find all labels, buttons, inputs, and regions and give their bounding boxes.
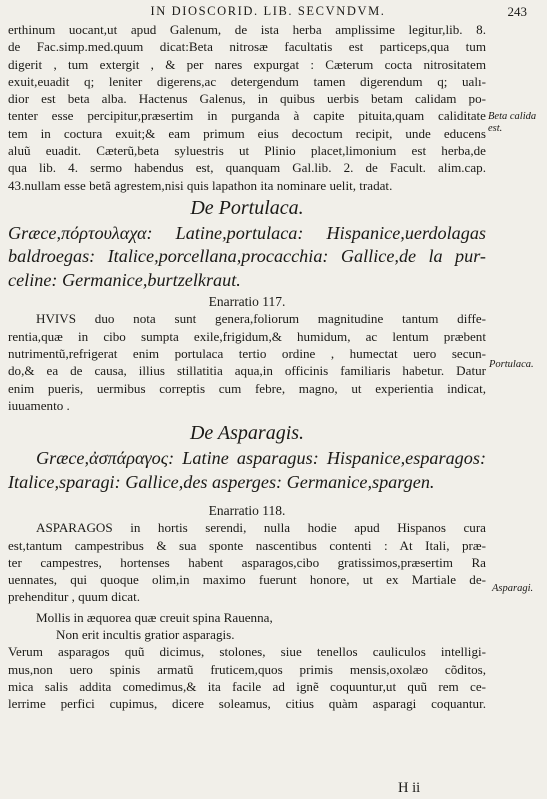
text-line: de Fac.simp.med.quum dicat:Beta nitrosæ facultatis est particeps,qua tum [8, 39, 486, 55]
beta-paragraph [8, 21, 486, 194]
signature-mark: H ii [398, 780, 421, 796]
body-text [8, 21, 486, 713]
text-line: do,& ea de causa, illius stillatitia aqua,in officinis familiaris habetur. Datur [8, 363, 486, 379]
synonym-line: Italice,sparagi: Gallice,des asperges: Germanice,spargen. [8, 471, 435, 492]
section-heading-portulaca: De Portulaca. [190, 196, 304, 219]
verse-line: Mollis in æquorea quæ creuit spina Rauenna, [36, 609, 273, 625]
martial-verse [8, 609, 486, 644]
text-line: qua lib. 4. sermo habendus est, quanquam Gal.lib. 2. de Facult. alim.cap. [8, 160, 486, 176]
text-line: tenter esse percipitur,præsertim in purganda à capite pituita,quam caliditate [8, 108, 486, 124]
asparagi-closing-paragraph [8, 643, 486, 712]
text-line: mus,non uero spinis armatũ fruticem,quos primis mensis,oxolæo cõditos, [8, 661, 486, 677]
text-line: dior est beta alba. Hactenus Galenus, in quibus uerbis betam calidam po- [8, 91, 486, 107]
section-heading-asparagi: De Asparagis. [189, 422, 305, 445]
text-line: digerit , tum extergit , & per nares expurgat : Cæterum cocta nitrositatem [8, 56, 486, 72]
text-line: HVIVS duo nota sunt genera,foliorum magnitudine tantum diffe- [36, 311, 486, 327]
text-line: nutrimentũ,refrigerat enim portulaca tertio ordine , humectat uero secun- [8, 346, 486, 362]
asparagi-paragraph [8, 519, 486, 605]
margin-note-asparagi: Asparagi. [492, 583, 534, 594]
text-line: aluũ euadit. Cæterũ,beta syluestris ut Plinio placet,limonium est herba,de [8, 143, 486, 159]
text-line: prehenditur , quum dicat. [8, 589, 140, 605]
text-line: 43.nullam esse betã agrestem,nisi quis lapathon ita nominare uelit, tradat. [8, 177, 393, 193]
synonym-line: celine: Germanice,burtzelkraut. [8, 269, 241, 290]
text-line: enim pueris, uermibus correptis cum febre, magno, ut experientia indicat, [8, 380, 486, 396]
text-line: erthinum uocant,ut apud Galenum, de ista herba amplissime legitur,lib. 8. [8, 22, 486, 37]
page-number: 243 [507, 4, 527, 19]
text-line: tem in coctura exuit;& eam primum eius decoctum recipit, unde educens [8, 125, 486, 141]
margin-note-beta: Beta calida est. [488, 111, 537, 134]
portulaca-paragraph [8, 310, 486, 414]
text-line: rentia,quæ in cibo sumpta exile,frigidum,& humidum, ac lentum præbent [8, 328, 486, 344]
text-line: ter campestres, hortenses habent asparagos,cibo gratissimos,præsertim Ra [8, 554, 486, 570]
text-line: uennates, qui quoque olim,in maximo fuerunt honore, ut ex Martiale de- [8, 572, 486, 588]
enarratio-118: Enarratio 118. [208, 503, 286, 519]
text-line: iuuamento . [8, 397, 70, 413]
text-line: est,tantum campestribus & sua sponte nascentibus contenti : At Itali, præ- [8, 537, 486, 553]
margin-note-portulaca: Portulaca. [489, 359, 534, 370]
text-line: mica salis addita comedimus,& ita facile ad ignẽ coquuntur,ut quũ rem ce- [8, 678, 486, 694]
enarratio-117: Enarratio 117. [208, 294, 286, 310]
synonyms-portulaca [8, 222, 486, 293]
verse-line: Non erit incultis gratior asparagis. [56, 627, 235, 643]
text-line: ASPARAGOS in hortis serendi, nulla hodie apud Hispanos cura [36, 520, 486, 536]
text-line: exuit,euadit q; leniter digerens,ac detergendum tamen digerendum q; ualı- [8, 73, 486, 89]
synonym-line: Græce,ἀσπάραγος: Latine asparagus: Hispanice,esparagos: [36, 448, 486, 469]
text-line: Verum asparagos quũ dicimus, stolones, siue tenellos cauliculos intelligi- [8, 644, 486, 660]
text-line: lerrime perfici cupimus, dicere soleamus, citius quàm asparagi coquantur. [8, 696, 486, 712]
synonym-line: Græce,πόρτουλαχα: Latine,portulaca: Hispanice,uerdolagas [8, 222, 486, 243]
running-head: IN DIOSCORID. LIB. SECVNDVM. [150, 4, 386, 18]
synonyms-asparagi [8, 447, 486, 494]
synonym-line: baldroegas: Italice,porcellana,procacchia: Gallice,de la pur- [8, 246, 486, 267]
